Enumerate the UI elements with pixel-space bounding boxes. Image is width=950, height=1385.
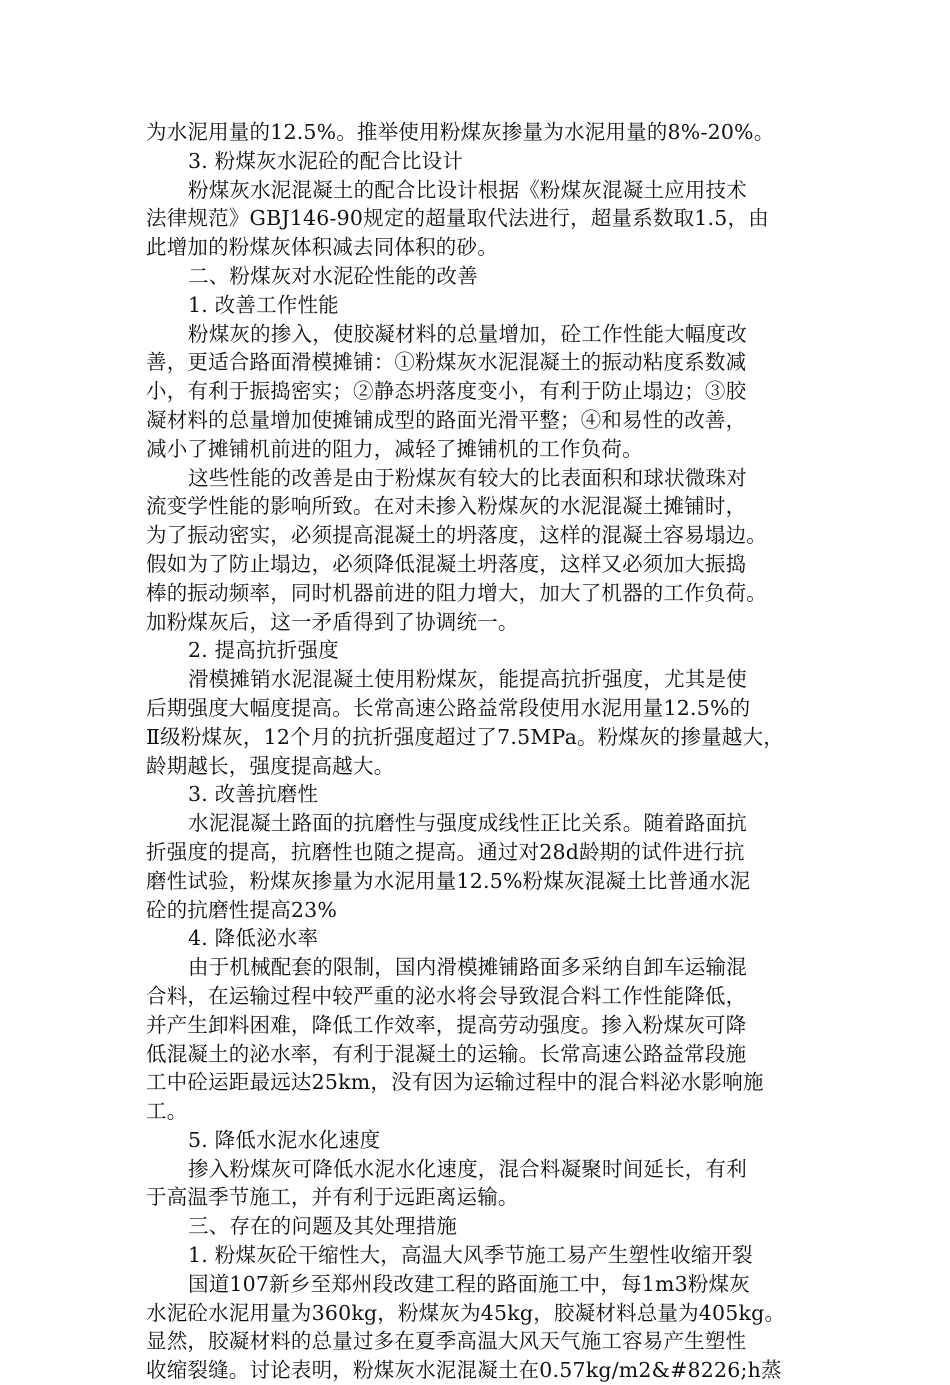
text-line: 棒的振动频率，同时机器前进的阻力增大，加大了机器的工作负荷。 bbox=[146, 580, 767, 605]
text-line: 滑模摊销水泥混凝土使用粉煤灰，能提高抗折强度，尤其是使 bbox=[188, 667, 747, 692]
text-line: 磨性试验，粉煤灰掺量为水泥用量12.5%粉煤灰混凝土比普通水泥 bbox=[146, 868, 751, 893]
text-line: 2. 提高抗折强度 bbox=[188, 638, 339, 663]
text-line: 掺入粉煤灰可降低水泥水化速度，混合料凝聚时间延长，有利 bbox=[188, 1156, 747, 1181]
text-line: 砼的抗磨性提高23% bbox=[146, 897, 338, 922]
text-line: 显然，胶凝材料的总量过多在夏季高温大风天气施工容易产生塑性 bbox=[146, 1329, 747, 1354]
text-line: 三、存在的问题及其处理措施 bbox=[188, 1214, 458, 1239]
text-line: 3. 改善抗磨性 bbox=[188, 782, 319, 807]
text-line: 为水泥用量的12.5%。推举使用粉煤灰掺量为水泥用量的8%-20%。 bbox=[146, 120, 775, 144]
text-line: 凝材料的总量增加使摊铺成型的路面光滑平整；④和易性的改善， bbox=[146, 407, 747, 432]
text-line: 收缩裂缝。讨论表明，粉煤灰水泥混凝土在0.57kg/m2&#8226;h蒸 bbox=[146, 1358, 782, 1383]
text-line: 水泥砼水泥用量为360kg，粉煤灰为45kg，胶凝材料总量为405kg。 bbox=[146, 1300, 786, 1325]
text-line: 减小了摊铺机前进的阻力，减轻了摊铺机的工作负荷。 bbox=[146, 436, 643, 461]
text-line: 为了振动密实，必须提高混凝土的坍落度，这样的混凝土容易塌边。 bbox=[146, 523, 767, 548]
document-page bbox=[146, 118, 816, 1385]
text-line: 假如为了防止塌边，必须降低混凝土坍落度，这样又必须加大振捣 bbox=[146, 551, 747, 576]
text-line: 3. 粉煤灰水泥砼的配合比设计 bbox=[188, 148, 464, 173]
text-line: 5. 降低水泥水化速度 bbox=[188, 1127, 381, 1152]
text-line: 小，有利于振捣密实；②静态坍落度变小，有利于防止塌边；③胶 bbox=[146, 379, 747, 404]
text-line: 工。 bbox=[146, 1099, 188, 1124]
text-line: 折强度的提高，抗磨性也随之提高。通过对28d龄期的试件进行抗 bbox=[146, 839, 745, 864]
text-line: 后期强度大幅度提高。长常高速公路益常段使用水泥用量12.5%的 bbox=[146, 695, 751, 720]
text-line: Ⅱ级粉煤灰，12个月的抗折强度超过了7.5MPa。粉煤灰的掺量越大， bbox=[146, 724, 785, 749]
text-line: 国道107新乡至郑州段改建工程的路面施工中，每1m3粉煤灰 bbox=[188, 1271, 750, 1296]
text-line: 加粉煤灰后，这一矛盾得到了协调统一。 bbox=[146, 609, 519, 634]
text-line: 二、粉煤灰对水泥砼性能的改善 bbox=[188, 263, 478, 288]
text-line: 流变学性能的影响所致。在对未掺入粉煤灰的水泥混凝土摊铺时， bbox=[146, 494, 747, 519]
text-line: 低混凝土的泌水率，有利于混凝土的运输。长常高速公路益常段施 bbox=[146, 1041, 747, 1066]
text-line: 并产生卸料困难，降低工作效率，提高劳动强度。掺入粉煤灰可降 bbox=[146, 1012, 747, 1037]
text-line: 法律规范》GBJ146-90规定的超量取代法进行，超量系数取1.5，由 bbox=[146, 206, 769, 231]
text-line: 于高温季节施工，并有利于远距离运输。 bbox=[146, 1185, 519, 1210]
text-line: 龄期越长，强度提高越大。 bbox=[146, 753, 395, 778]
text-line: 1. 粉煤灰砼干缩性大，高温大风季节施工易产生塑性收缩开裂 bbox=[188, 1243, 753, 1268]
text-line: 这些性能的改善是由于粉煤灰有较大的比表面积和球状微珠对 bbox=[188, 465, 747, 490]
text-line: 水泥混凝土路面的抗磨性与强度成线性正比关系。随着路面抗 bbox=[188, 811, 747, 836]
text-line: 工中砼运距最远达25km，没有因为运输过程中的混合料泌水影响施 bbox=[146, 1070, 764, 1095]
text-line: 1. 改善工作性能 bbox=[188, 292, 339, 317]
text-line: 合料，在运输过程中较严重的泌水将会导致混合料工作性能降低， bbox=[146, 983, 747, 1008]
text-line: 此增加的粉煤灰体积减去同体积的砂。 bbox=[146, 235, 498, 260]
text-line: 4. 降低泌水率 bbox=[188, 926, 319, 951]
text-line: 由于机械配套的限制，国内滑模摊铺路面多采纳自卸车运输混 bbox=[188, 955, 747, 980]
text-line: 善，更适合路面滑模摊铺：①粉煤灰水泥混凝土的振动粘度系数减 bbox=[146, 350, 747, 375]
text-line: 粉煤灰的掺入，使胶凝材料的总量增加，砼工作性能大幅度改 bbox=[188, 321, 747, 346]
text-line: 粉煤灰水泥混凝土的配合比设计根据《粉煤灰混凝土应用技术 bbox=[188, 177, 747, 202]
